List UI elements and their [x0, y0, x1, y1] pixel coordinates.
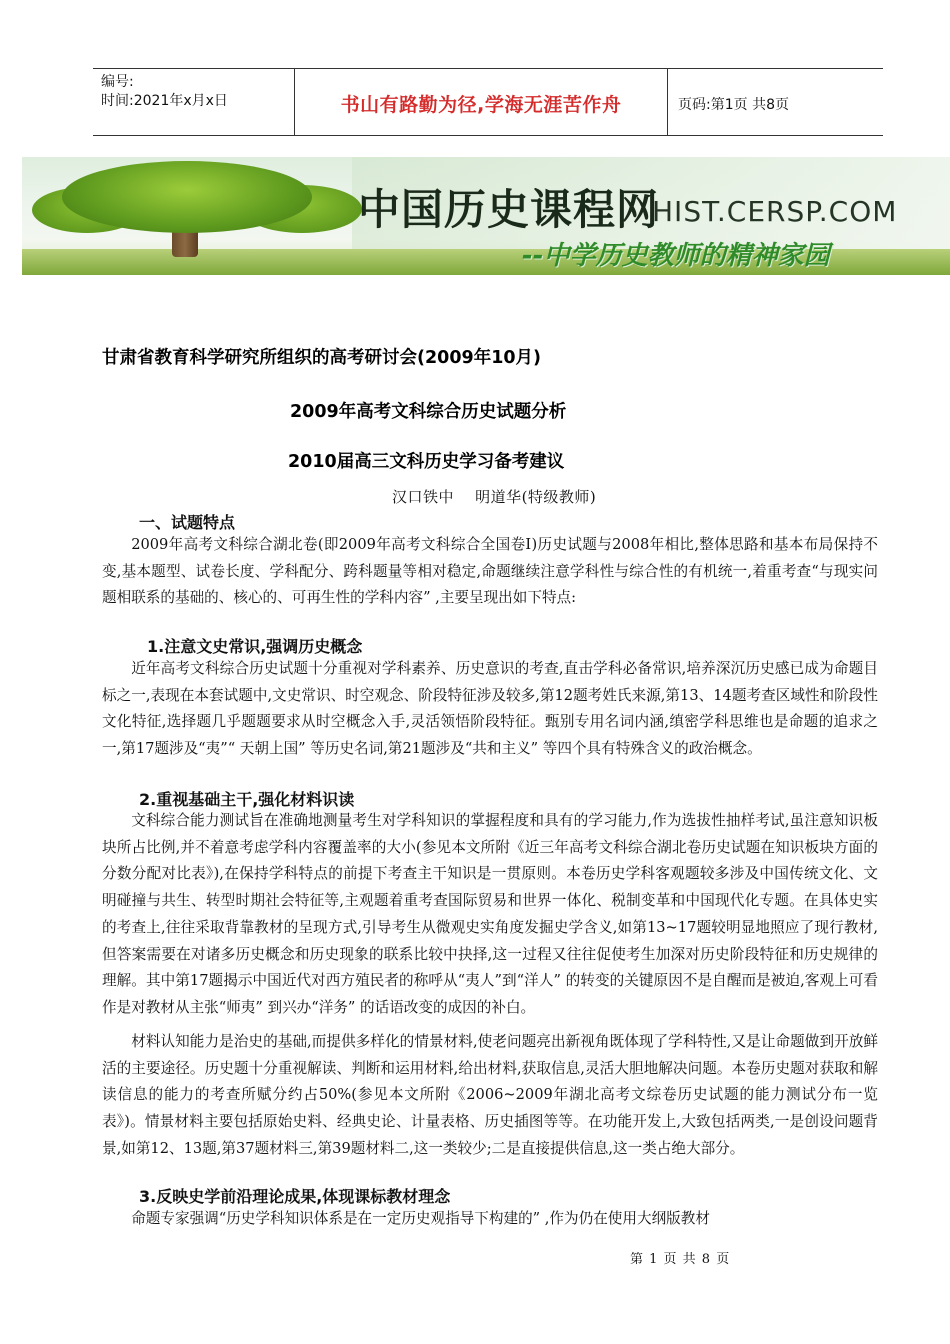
point3-paragraph: 命题专家强调“历史学科知识体系是在一定历史观指导下构建的” ,作为仍在使用大纲版教材: [131, 1210, 710, 1227]
point3-heading: 3.反映史学前沿理论成果,体现课标教材理念: [139, 1187, 451, 1206]
article-title-line2: 2009年高考文科综合历史试题分析: [290, 402, 567, 422]
banner-slogan: --中学历史教师的精神家园: [522, 241, 830, 271]
header-motto: 书山有路勤为径,学海无涯苦作舟: [340, 94, 622, 116]
code-label: 编号:: [101, 74, 134, 90]
banner-site-url: HIST.CERSP.COM: [652, 195, 898, 228]
banner-site-name: 中国历史课程网: [358, 185, 660, 234]
point2-paragraph1: 文科综合能力测试旨在准确地测量考生对学科知识的掌握程度和具有的学习能力,作为选拔性抽样考试,虽注意知识板块所占比例,并不着意考虑学科内容覆盖率的大小(参见本文所附《近三年高考文科综合湖北卷历史试题在知识板块方面的分数分配对比表》),在保持学科特点的前提下考查主干知识是一贯原则。本卷历史学科客观题较多涉及中国传统文化、文明碰撞与共生、转型时期社会特征等,主观题着重考查国际贸易和世界一体化、税制变革和中国现代化专题。在具体史实的考查上,往往采取背靠教材的呈现方式,引导考生从微观史实角度发掘史学含义,如第13~17题较明显地照应了现行教材,但答案需要在对诸多历史概念和历史现象的联系比较中抉择,这一过程又往往促使考生加深对历史阶段特征和历史规律的理解。其中第17题揭示中国近代对西方殖民者的称呼从“夷人”到“洋人” 的转变的关键原因不是自醒而是被迫,客观上可看作是对教材从主张“师夷” 到兴办“洋务” 的话语改变的成因的补白。: [102, 812, 878, 1016]
article-title-line1: 甘肃省教育科学研究所组织的高考研讨会(2009年10月): [102, 348, 542, 368]
point2-heading: 2.重视基础主干,强化材料识读: [139, 790, 355, 809]
article-author: 汉口铁中 明道华(特级教师): [392, 488, 597, 506]
site-banner: [22, 157, 950, 275]
article-title-line3: 2010届高三文科历史学习备考建议: [288, 452, 565, 472]
time-label: 时间:2021年x月x日: [101, 93, 228, 109]
tree-icon: [62, 161, 312, 233]
page-footer: 第 1 页 共 8 页: [630, 1252, 731, 1267]
section-heading: 一、试题特点: [139, 513, 236, 532]
document-header: [93, 68, 883, 136]
point1-heading: 1.注意文史常识,强调历史概念: [147, 637, 363, 656]
header-page-info: 页码:第1页 共8页: [678, 97, 789, 113]
point2-paragraph2: 材料认知能力是治史的基础,而提供多样化的情景材料,使老问题亮出新视角既体现了学科特性,又是让命题做到开放鲜活的主要途径。历史题十分重视解读、判断和运用材料,给出材料,获取信息,灵活大胆地解决问题。本卷历史题对获取和解读信息的能力的考查所赋分约占50%(参见本文所附《2006~2009年湖北高考文综卷历史试题的能力测试分布一览表》)。情景材料主要包括原始史料、经典史论、计量表格、历史插图等等。在功能开发上,大致包括两类,一是创设问题背景,如第12、13题,第37题材料三,第39题材料二,这一类较少;二是直接提供信息,这一类占绝大部分。: [102, 1033, 878, 1157]
intro-paragraph: 2009年高考文科综合湖北卷(即2009年高考文科综合全国卷Ⅰ)历史试题与2008年相比,整体思路和基本布局保持不变,基本题型、试卷长度、学科配分、跨科题量等相对稳定,命题继续注意学科性与综合性的有机统一,着重考查“与现实问题相联系的基础的、核心的、可再生性的学科内容” ,主要呈现出如下特点:: [102, 536, 878, 607]
header-meta: [101, 73, 228, 111]
header-divider: [667, 69, 668, 135]
point1-paragraph: 近年高考文科综合历史试题十分重视对学科素养、历史意识的考查,直击学科必备常识,培养深沉历史感已成为命题目标之一,表现在本套试题中,文史常识、时空观念、阶段特征涉及较多,第12题考姓氏来源,第13、14题考查区域性和阶段性文化特征,选择题几乎题题要求从时空概念入手,灵活领悟阶段特征。甄别专用名词内涵,缜密学科思维也是命题的追求之一,第17题涉及“夷”“ 天朝上国” 等历史名词,第21题涉及“共和主义” 等四个具有特殊含义的政治概念。: [102, 660, 878, 758]
